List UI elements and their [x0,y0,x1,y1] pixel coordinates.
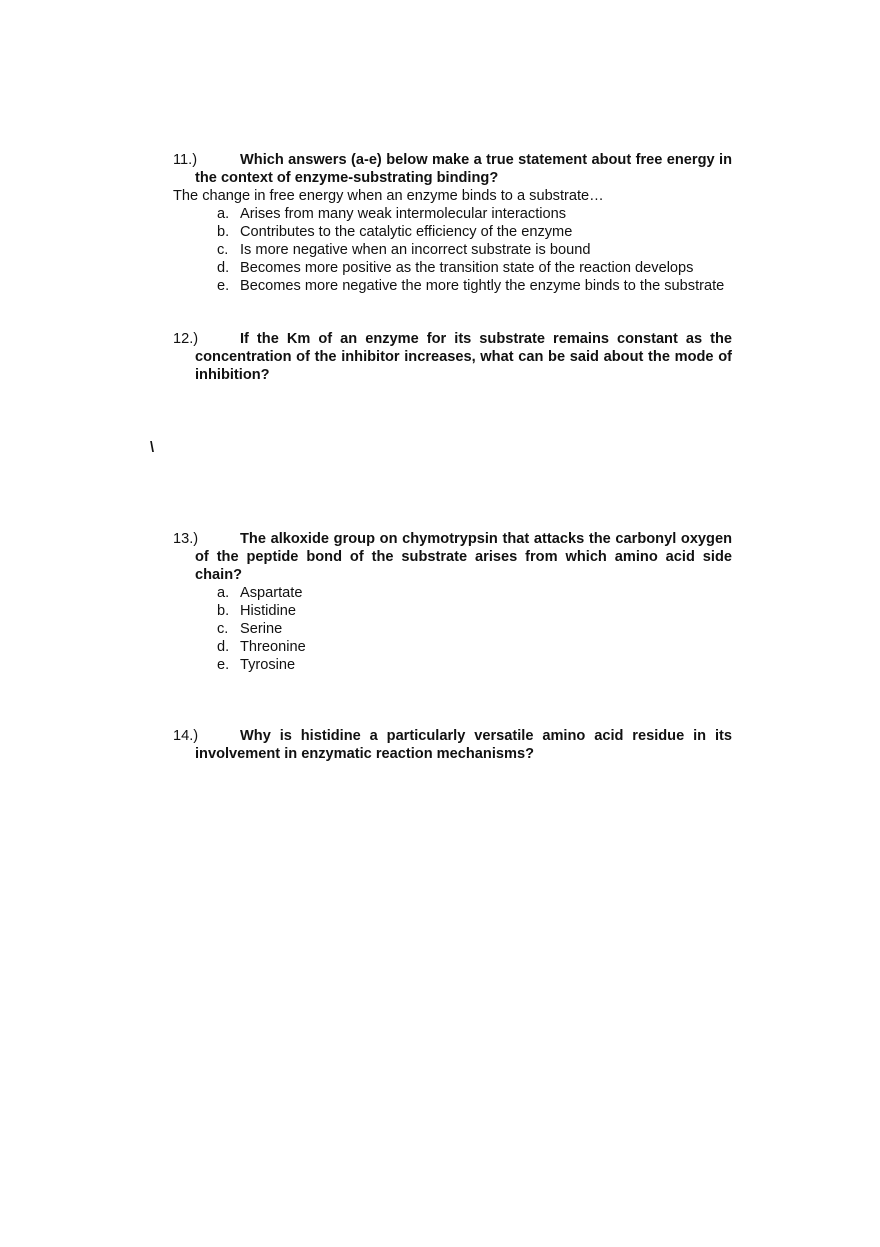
stray-backslash-mark: \ [150,440,155,456]
question-12 [173,330,732,384]
question-11-heading [173,151,732,187]
option-text: Serine [240,621,283,637]
option-text: Arises from many weak intermolecular interactions [240,206,567,222]
option-letter: d. [217,639,230,655]
question-14-text: Why is histidine a particularly versatile amino acid residue in its involvement in enzymatic reaction mechanisms? [195,728,732,762]
question-13-option-c [217,620,732,638]
option-text: Tyrosine [240,657,296,673]
option-text: Contributes to the catalytic efficiency of the enzyme [240,224,573,240]
option-letter: c. [217,242,229,258]
question-11-stem: The change in free energy when an enzyme binds to a substrate… [173,188,604,204]
question-11-option-a [217,205,732,223]
question-13-text: The alkoxide group on chymotrypsin that attacks the carbonyl oxygen of the peptide bond of the substrate arises from which amino acid side chain? [195,531,732,583]
option-text: Is more negative when an incorrect substrate is bound [240,242,591,258]
question-11-option-d [217,259,732,277]
question-13-options [173,584,732,674]
option-letter: a. [217,206,230,222]
question-13-option-d [217,638,732,656]
question-11-option-c [217,241,732,259]
option-text: Histidine [240,603,296,619]
option-letter: b. [217,224,230,240]
question-13-heading [173,530,732,584]
question-13-number: 13.) [173,531,199,547]
option-letter: b. [217,603,230,619]
question-12-text: If the Km of an enzyme for its substrate remains constant as the concentration of the inhibitor increases, what can be said about the mode of inhibition? [195,331,732,383]
question-11-option-e [217,277,732,295]
question-14-heading [173,727,732,763]
question-11-text: Which answers (a-e) below make a true statement about free energy in the context of enzyme-substrating binding? [195,152,732,186]
question-14 [173,727,732,763]
question-11-options [173,205,732,295]
option-letter: e. [217,278,230,294]
question-12-heading [173,330,732,384]
option-letter: e. [217,657,230,673]
option-text: Threonine [240,639,306,655]
option-letter: a. [217,585,230,601]
option-letter: c. [217,621,229,637]
option-text: Aspartate [240,585,303,601]
question-12-number: 12.) [173,331,199,347]
question-11 [173,151,732,295]
question-14-number: 14.) [173,728,199,744]
option-text: Becomes more negative the more tightly the enzyme binds to the substrate [240,278,725,294]
question-13-option-e [217,656,732,674]
question-13 [173,530,732,674]
question-13-option-a [217,584,732,602]
question-13-option-b [217,602,732,620]
option-letter: d. [217,260,230,276]
question-11-option-b [217,223,732,241]
option-text: Becomes more positive as the transition state of the reaction develops [240,260,694,276]
question-11-number: 11.) [173,152,198,168]
